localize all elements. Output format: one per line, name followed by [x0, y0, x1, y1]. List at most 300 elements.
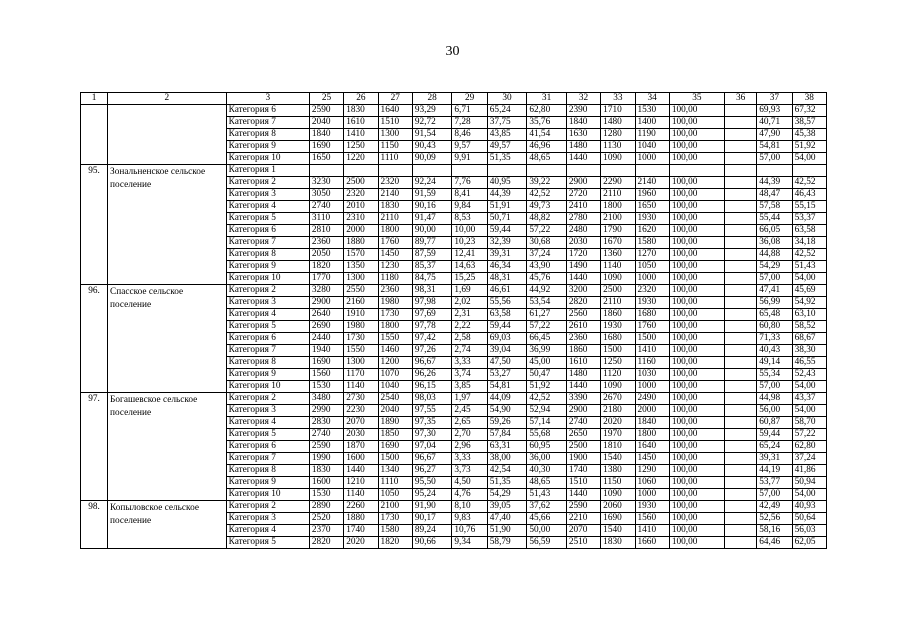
- value-cell: 60,95: [527, 441, 567, 453]
- value-cell: 1090: [601, 381, 635, 393]
- value-cell: 1510: [378, 117, 412, 129]
- category-cell: Категория 3: [226, 513, 309, 525]
- value-cell: 2690: [309, 321, 343, 333]
- value-cell: 69,93: [757, 105, 792, 117]
- value-cell: 46,34: [487, 261, 527, 273]
- category-cell: Категория 3: [226, 405, 309, 417]
- value-cell: 2500: [344, 177, 378, 189]
- value-cell: 44,09: [487, 393, 527, 405]
- value-cell: 62,80: [792, 441, 826, 453]
- category-cell: Категория 10: [226, 273, 309, 285]
- value-cell: 1140: [344, 489, 378, 501]
- value-cell: 50,94: [792, 477, 826, 489]
- value-cell: 1190: [635, 129, 669, 141]
- tariff-table: [80, 92, 827, 549]
- value-cell: 14,63: [452, 261, 487, 273]
- value-cell: 100,00: [669, 309, 724, 321]
- value-cell: 55,15: [792, 201, 826, 213]
- value-cell: 1040: [635, 141, 669, 153]
- value-cell: [724, 249, 756, 261]
- value-cell: 100,00: [669, 489, 724, 501]
- value-cell: 2180: [601, 405, 635, 417]
- value-cell: 45,69: [792, 285, 826, 297]
- value-cell: 100,00: [669, 321, 724, 333]
- value-cell: 100,00: [669, 129, 724, 141]
- settlement-name: Спасское сельское поселение: [108, 285, 227, 393]
- value-cell: 59,44: [757, 429, 792, 441]
- value-cell: 49,14: [757, 357, 792, 369]
- category-cell: Категория 6: [226, 333, 309, 345]
- value-cell: 97,42: [412, 333, 452, 345]
- value-cell: 2820: [309, 537, 343, 549]
- value-cell: 2990: [309, 405, 343, 417]
- value-cell: 65,24: [487, 105, 527, 117]
- value-cell: 1900: [566, 453, 600, 465]
- column-header: 33: [601, 93, 635, 105]
- value-cell: 91,90: [412, 501, 452, 513]
- value-cell: 100,00: [669, 393, 724, 405]
- value-cell: 39,04: [487, 345, 527, 357]
- value-cell: 96,26: [412, 369, 452, 381]
- category-cell: Категория 5: [226, 213, 309, 225]
- value-cell: 1720: [566, 249, 600, 261]
- value-cell: 100,00: [669, 477, 724, 489]
- value-cell: [724, 285, 756, 297]
- value-cell: 100,00: [669, 357, 724, 369]
- category-cell: Категория 4: [226, 201, 309, 213]
- value-cell: [724, 453, 756, 465]
- value-cell: 2,65: [452, 417, 487, 429]
- value-cell: 1930: [635, 213, 669, 225]
- value-cell: 46,55: [792, 357, 826, 369]
- value-cell: 51,92: [527, 381, 567, 393]
- value-cell: 100,00: [669, 189, 724, 201]
- value-cell: 40,43: [757, 345, 792, 357]
- value-cell: 57,58: [757, 201, 792, 213]
- value-cell: 1760: [378, 237, 412, 249]
- table-body: [81, 93, 827, 549]
- value-cell: 1860: [566, 345, 600, 357]
- settlement-number: 98.: [81, 501, 108, 549]
- value-cell: 96,27: [412, 465, 452, 477]
- column-header: 30: [487, 93, 527, 105]
- value-cell: 1440: [566, 153, 600, 165]
- column-header: 3: [226, 93, 309, 105]
- value-cell: 57,00: [757, 489, 792, 501]
- value-cell: 1510: [566, 477, 600, 489]
- table-row: [81, 105, 827, 117]
- value-cell: 1760: [635, 321, 669, 333]
- value-cell: [724, 189, 756, 201]
- value-cell: 1230: [378, 261, 412, 273]
- column-header: 28: [412, 93, 452, 105]
- value-cell: 65,24: [757, 441, 792, 453]
- value-cell: [724, 501, 756, 513]
- value-cell: 100,00: [669, 249, 724, 261]
- value-cell: 1360: [601, 249, 635, 261]
- value-cell: 2440: [309, 333, 343, 345]
- value-cell: 1540: [601, 525, 635, 537]
- value-cell: 1340: [378, 465, 412, 477]
- value-cell: 52,94: [527, 405, 567, 417]
- value-cell: 1290: [635, 465, 669, 477]
- value-cell: [724, 129, 756, 141]
- value-cell: 1880: [344, 237, 378, 249]
- value-cell: [724, 393, 756, 405]
- value-cell: [309, 165, 343, 177]
- value-cell: 2650: [566, 429, 600, 441]
- value-cell: 42,52: [527, 189, 567, 201]
- value-cell: 34,18: [792, 237, 826, 249]
- value-cell: 2900: [309, 297, 343, 309]
- value-cell: 2000: [635, 405, 669, 417]
- value-cell: [635, 165, 669, 177]
- value-cell: 1870: [344, 441, 378, 453]
- value-cell: 2,74: [452, 345, 487, 357]
- value-cell: 100,00: [669, 213, 724, 225]
- value-cell: 54,29: [487, 489, 527, 501]
- value-cell: 1300: [378, 129, 412, 141]
- category-cell: Категория 10: [226, 381, 309, 393]
- value-cell: 59,44: [487, 321, 527, 333]
- value-cell: 2100: [378, 501, 412, 513]
- value-cell: 9,84: [452, 201, 487, 213]
- value-cell: [724, 357, 756, 369]
- value-cell: 1140: [344, 381, 378, 393]
- value-cell: 1730: [344, 333, 378, 345]
- value-cell: [724, 225, 756, 237]
- value-cell: 44,39: [757, 177, 792, 189]
- value-cell: 40,95: [487, 177, 527, 189]
- value-cell: 100,00: [669, 177, 724, 189]
- value-cell: 57,00: [757, 153, 792, 165]
- value-cell: 2810: [309, 225, 343, 237]
- value-cell: 2590: [309, 105, 343, 117]
- value-cell: 1800: [378, 321, 412, 333]
- value-cell: 1070: [378, 369, 412, 381]
- value-cell: 55,44: [757, 213, 792, 225]
- value-cell: 2070: [566, 525, 600, 537]
- value-cell: 71,33: [757, 333, 792, 345]
- value-cell: [527, 165, 567, 177]
- value-cell: 44,92: [527, 285, 567, 297]
- value-cell: 2320: [635, 285, 669, 297]
- value-cell: 2160: [344, 297, 378, 309]
- value-cell: [724, 513, 756, 525]
- value-cell: 97,26: [412, 345, 452, 357]
- category-cell: Категория 5: [226, 537, 309, 549]
- value-cell: 1610: [566, 357, 600, 369]
- value-cell: 100,00: [669, 201, 724, 213]
- value-cell: 67,32: [792, 105, 826, 117]
- value-cell: 36,00: [527, 453, 567, 465]
- value-cell: 43,85: [487, 129, 527, 141]
- value-cell: 57,84: [487, 429, 527, 441]
- category-cell: Категория 7: [226, 237, 309, 249]
- category-cell: Категория 10: [226, 489, 309, 501]
- value-cell: 10,23: [452, 237, 487, 249]
- value-cell: 56,03: [792, 525, 826, 537]
- value-cell: 97,98: [412, 297, 452, 309]
- value-cell: [724, 525, 756, 537]
- value-cell: [724, 165, 756, 177]
- category-cell: Категория 4: [226, 417, 309, 429]
- value-cell: 2010: [344, 201, 378, 213]
- value-cell: 55,68: [527, 429, 567, 441]
- value-cell: 53,54: [527, 297, 567, 309]
- value-cell: 59,44: [487, 225, 527, 237]
- value-cell: 42,52: [792, 249, 826, 261]
- value-cell: 100,00: [669, 153, 724, 165]
- value-cell: 1410: [635, 345, 669, 357]
- value-cell: 37,62: [527, 501, 567, 513]
- value-cell: 1200: [378, 357, 412, 369]
- value-cell: 1480: [566, 369, 600, 381]
- value-cell: 57,00: [757, 381, 792, 393]
- value-cell: 63,58: [792, 225, 826, 237]
- value-cell: 1440: [566, 273, 600, 285]
- value-cell: 51,35: [487, 153, 527, 165]
- value-cell: 2310: [344, 213, 378, 225]
- value-cell: 37,24: [527, 249, 567, 261]
- value-cell: [724, 273, 756, 285]
- value-cell: 92,24: [412, 177, 452, 189]
- value-cell: 3,85: [452, 381, 487, 393]
- value-cell: 2,58: [452, 333, 487, 345]
- column-header: 38: [792, 93, 826, 105]
- value-cell: 90,16: [412, 201, 452, 213]
- value-cell: 2110: [601, 297, 635, 309]
- value-cell: 1130: [601, 141, 635, 153]
- value-cell: 38,00: [487, 453, 527, 465]
- column-header: 1: [81, 93, 108, 105]
- value-cell: 45,00: [527, 357, 567, 369]
- value-cell: 9,83: [452, 513, 487, 525]
- value-cell: 1270: [635, 249, 669, 261]
- value-cell: 87,59: [412, 249, 452, 261]
- value-cell: 1730: [378, 513, 412, 525]
- value-cell: 1820: [378, 537, 412, 549]
- value-cell: [724, 489, 756, 501]
- value-cell: 48,47: [757, 189, 792, 201]
- category-cell: Категория 3: [226, 189, 309, 201]
- value-cell: 40,71: [757, 117, 792, 129]
- value-cell: 2610: [566, 321, 600, 333]
- value-cell: 2020: [601, 417, 635, 429]
- value-cell: 3390: [566, 393, 600, 405]
- category-cell: Категория 2: [226, 501, 309, 513]
- value-cell: 2,70: [452, 429, 487, 441]
- value-cell: 44,88: [757, 249, 792, 261]
- value-cell: 35,76: [527, 117, 567, 129]
- value-cell: 1740: [566, 465, 600, 477]
- column-header: 32: [566, 93, 600, 105]
- value-cell: 90,17: [412, 513, 452, 525]
- value-cell: 1530: [309, 381, 343, 393]
- value-cell: 2500: [601, 285, 635, 297]
- value-cell: 1050: [378, 489, 412, 501]
- value-cell: 54,00: [792, 153, 826, 165]
- value-cell: [724, 537, 756, 549]
- value-cell: 45,76: [527, 273, 567, 285]
- value-cell: 62,80: [527, 105, 567, 117]
- value-cell: 1990: [309, 453, 343, 465]
- value-cell: 1960: [635, 189, 669, 201]
- value-cell: 8,41: [452, 189, 487, 201]
- value-cell: 95,50: [412, 477, 452, 489]
- value-cell: 2900: [566, 177, 600, 189]
- value-cell: 54,00: [792, 273, 826, 285]
- settlement-number: 97.: [81, 393, 108, 501]
- value-cell: 48,65: [527, 477, 567, 489]
- value-cell: 91,47: [412, 213, 452, 225]
- value-cell: 1690: [601, 513, 635, 525]
- value-cell: 2360: [566, 333, 600, 345]
- value-cell: 1580: [635, 237, 669, 249]
- value-cell: [724, 441, 756, 453]
- value-cell: 98,31: [412, 285, 452, 297]
- value-cell: 60,87: [757, 417, 792, 429]
- value-cell: 54,00: [792, 381, 826, 393]
- value-cell: 2110: [601, 189, 635, 201]
- value-cell: 2290: [601, 177, 635, 189]
- value-cell: [669, 165, 724, 177]
- value-cell: 1500: [635, 333, 669, 345]
- value-cell: 54,90: [487, 405, 527, 417]
- value-cell: 42,52: [792, 177, 826, 189]
- value-cell: 1090: [601, 489, 635, 501]
- value-cell: 51,91: [487, 201, 527, 213]
- value-cell: [344, 165, 378, 177]
- value-cell: [724, 405, 756, 417]
- value-cell: 46,43: [792, 189, 826, 201]
- category-cell: Категория 6: [226, 441, 309, 453]
- value-cell: 48,31: [487, 273, 527, 285]
- value-cell: 1150: [601, 477, 635, 489]
- value-cell: 41,86: [792, 465, 826, 477]
- value-cell: [724, 477, 756, 489]
- value-cell: 1770: [309, 273, 343, 285]
- category-cell: Категория 9: [226, 477, 309, 489]
- value-cell: 1000: [635, 273, 669, 285]
- value-cell: 2030: [344, 429, 378, 441]
- value-cell: 1680: [635, 309, 669, 321]
- value-cell: 3,74: [452, 369, 487, 381]
- column-header: 27: [378, 93, 412, 105]
- value-cell: 51,35: [487, 477, 527, 489]
- column-header: 37: [757, 93, 792, 105]
- value-cell: 54,92: [792, 297, 826, 309]
- value-cell: 100,00: [669, 105, 724, 117]
- value-cell: 1050: [635, 261, 669, 273]
- value-cell: 36,99: [527, 345, 567, 357]
- value-cell: 1650: [309, 153, 343, 165]
- value-cell: 100,00: [669, 417, 724, 429]
- value-cell: 98,03: [412, 393, 452, 405]
- value-cell: 100,00: [669, 525, 724, 537]
- value-cell: 2,22: [452, 321, 487, 333]
- value-cell: 1840: [309, 129, 343, 141]
- value-cell: 1830: [309, 465, 343, 477]
- category-cell: Категория 7: [226, 345, 309, 357]
- value-cell: 55,56: [487, 297, 527, 309]
- settlement-name: Копыловское сельское поселение: [108, 501, 227, 549]
- value-cell: 97,55: [412, 405, 452, 417]
- value-cell: 92,72: [412, 117, 452, 129]
- value-cell: 1860: [601, 309, 635, 321]
- value-cell: 1300: [344, 357, 378, 369]
- value-cell: 91,54: [412, 129, 452, 141]
- value-cell: 100,00: [669, 141, 724, 153]
- value-cell: 7,28: [452, 117, 487, 129]
- value-cell: 2730: [344, 393, 378, 405]
- value-cell: 53,27: [487, 369, 527, 381]
- value-cell: 100,00: [669, 405, 724, 417]
- value-cell: 51,43: [792, 261, 826, 273]
- value-cell: 2900: [566, 405, 600, 417]
- value-cell: [378, 165, 412, 177]
- settlement-number: [81, 105, 108, 165]
- value-cell: 51,90: [487, 525, 527, 537]
- value-cell: 100,00: [669, 237, 724, 249]
- value-cell: 4,50: [452, 477, 487, 489]
- value-cell: 2110: [378, 213, 412, 225]
- value-cell: 1090: [601, 153, 635, 165]
- category-cell: Категория 7: [226, 117, 309, 129]
- value-cell: 1000: [635, 381, 669, 393]
- category-cell: Категория 5: [226, 321, 309, 333]
- value-cell: 1880: [344, 513, 378, 525]
- category-cell: Категория 2: [226, 177, 309, 189]
- category-cell: Категория 8: [226, 129, 309, 141]
- value-cell: 1980: [344, 321, 378, 333]
- value-cell: 1940: [309, 345, 343, 357]
- value-cell: 30,68: [527, 237, 567, 249]
- table-row: [81, 501, 827, 513]
- value-cell: 2070: [344, 417, 378, 429]
- value-cell: 100,00: [669, 285, 724, 297]
- value-cell: [452, 165, 487, 177]
- value-cell: 2550: [344, 285, 378, 297]
- value-cell: 56,59: [527, 537, 567, 549]
- value-cell: 45,66: [527, 513, 567, 525]
- value-cell: 1640: [378, 105, 412, 117]
- value-cell: 1140: [601, 261, 635, 273]
- value-cell: 8,10: [452, 501, 487, 513]
- value-cell: [724, 201, 756, 213]
- category-cell: Категория 3: [226, 297, 309, 309]
- value-cell: 2210: [566, 513, 600, 525]
- value-cell: 47,40: [487, 513, 527, 525]
- value-cell: 1850: [378, 429, 412, 441]
- value-cell: 1400: [635, 117, 669, 129]
- value-cell: 1250: [344, 141, 378, 153]
- value-cell: 64,46: [757, 537, 792, 549]
- value-cell: [724, 297, 756, 309]
- value-cell: 1060: [635, 477, 669, 489]
- value-cell: 57,00: [757, 273, 792, 285]
- value-cell: 1890: [378, 417, 412, 429]
- value-cell: [792, 165, 826, 177]
- value-cell: [724, 153, 756, 165]
- value-cell: 2820: [566, 297, 600, 309]
- value-cell: 85,37: [412, 261, 452, 273]
- table-row: [81, 285, 827, 297]
- value-cell: 96,15: [412, 381, 452, 393]
- value-cell: 1110: [378, 477, 412, 489]
- value-cell: 1710: [601, 105, 635, 117]
- category-cell: Категория 8: [226, 249, 309, 261]
